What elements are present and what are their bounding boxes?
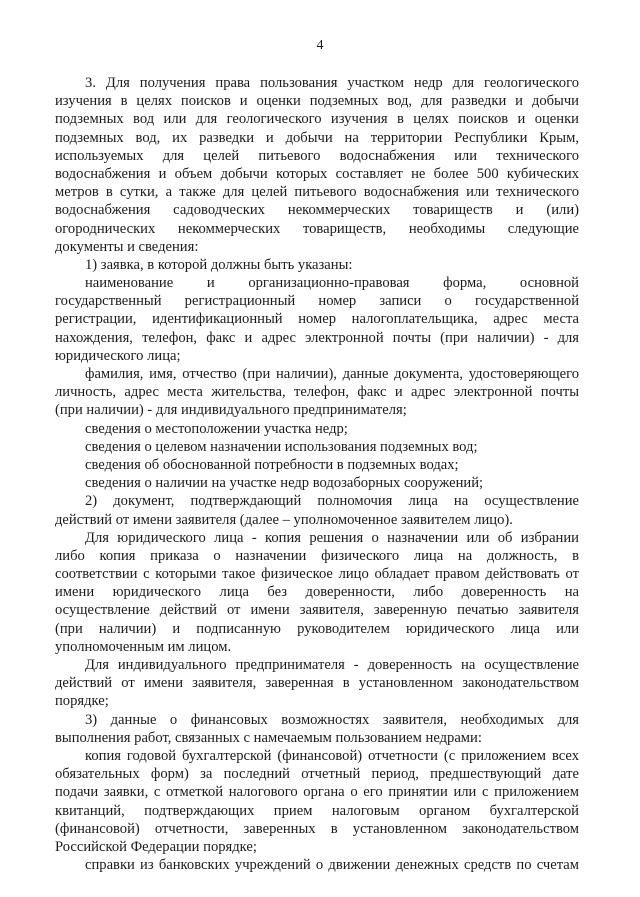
text-line: огороднических некоммерческих товариществ, необходимы следующие [55,220,579,237]
text-line: порядке; [55,693,109,710]
text-line: (при наличии) и подписанную руководителем юридического лица или [55,620,579,637]
text-line: 2) документ, подтверждающий полномочия лица на осуществление [85,493,579,510]
text-line: копия годовой бухгалтерской (финансовой) отчетности (с приложением всех [85,747,579,764]
text-line: соответствии с которыми такое физическое лицо обладает правом действовать от [55,566,579,583]
text-line: Российской Федерации порядке; [55,838,257,855]
text-line: сведения о местоположении участка недр; [85,420,348,437]
text-line: Для индивидуального предпринимателя - доверенность на осуществление [85,657,579,673]
page-number: 4 [316,38,324,53]
text-line: юридического лица; [55,347,181,364]
text-line: фамилия, имя, отчество (при наличии), данные документа, удостоверяющего [85,366,579,382]
text-line: уполномоченным им лицом. [55,638,232,655]
text-line: сведения о наличии на участке недр водозаборных сооружений; [85,475,484,492]
text-line: либо копия приказа о назначении физического лица на должность, в [55,547,579,564]
text-line: подачи заявки, с отметкой налогового органа о его принятии или с приложением [55,784,579,801]
text-line: 3) данные о финансовых возможностях заявителя, необходимых для [85,711,579,728]
text-line: 3. Для получения права пользования участком недр для геологического [85,75,579,91]
text-line: справки из банковских учреждений о движении денежных средств по счетам [85,857,579,874]
text-line: (при наличии) - для индивидуального предпринимателя; [55,402,407,419]
document-body [55,74,579,874]
text-line: наименование и организационно-правовая форма, основной [85,275,579,292]
text-line: государственный регистрационный номер записи о государственной [55,293,579,310]
text-line: Для юридического лица - копия решения о назначении или об избрании [85,529,579,546]
text-line: выполнения работ, связанных с намечаемым пользованием недрами: [55,729,482,746]
text-line: личность, адрес места жительства, телефон, факс и адрес электронной почты [55,384,579,401]
text-line: осуществление действий от имени заявителя, заверенную печатью заявителя [55,602,579,619]
text-line: подземных вод, их разведки и добычи на территории Республики Крым, [55,129,579,146]
text-line: действий от имени заявителя, заверенная в установленном законодательством [55,675,579,692]
text-line: используемых для целей питьевого водоснабжения или технического [55,147,579,164]
text-line: квитанций, подтверждающих прием налоговым органом бухгалтерской [55,802,579,819]
text-line: подземных вод или для геологического изучения в целях поисков и оценки [55,111,579,128]
text-line: сведения о целевом назначении использования подземных вод; [85,438,478,455]
text-line: водоснабжения садоводческих некоммерческих товариществ и (или) [55,202,579,219]
text-line: сведения об обоснованной потребности в подземных водах; [85,456,459,473]
text-line: нахождения, телефон, факс и адрес электронной почты (при наличии) - для [55,329,579,346]
text-line: имени юридического лица без доверенности, либо доверенность на [55,584,579,601]
text-line: изучения в целях поисков и оценки подземных вод, для разведки и добычи [55,93,579,110]
text-line: метров в сутки, а также для целей питьевого водоснабжения или технического [55,184,579,201]
text-line: водоснабжения и объем добычи которых составляет не более 500 кубических [55,165,579,182]
text-line: документы и сведения: [55,238,199,255]
text-line: 1) заявка, в которой должны быть указаны: [85,256,353,273]
text-line: регистрации, идентификационный номер налогоплательщика, адрес места [55,311,579,328]
text-line: (финансовой) отчетности, заверенных в установленном законодательством [55,820,579,837]
text-line: обязательных форм) за последний отчетный период, предшествующий дате [55,766,579,783]
text-line: действий от имени заявителя (далее – уполномоченное заявителем лицо). [55,511,513,528]
